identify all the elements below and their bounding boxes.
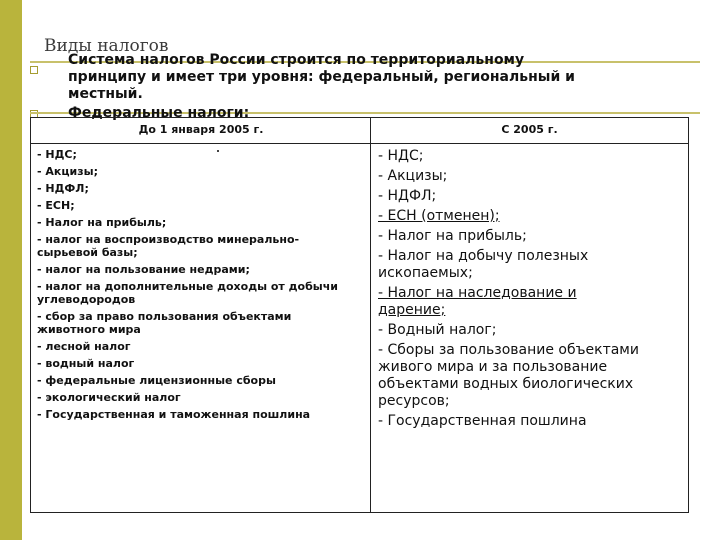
list-item: - Сборы за пользование объектами живого мира и за пользование объектами водных биологических ресурсов; <box>378 342 639 409</box>
list-item: - налог на пользование недрами; <box>37 263 250 276</box>
federal-taxes-heading: Федеральные налоги: <box>68 105 250 121</box>
list-item: - НДС; <box>37 148 77 161</box>
slide-title: Виды налогов <box>44 36 169 56</box>
list-item: - Государственная и таможенная пошлина <box>37 408 311 421</box>
column-header-from-2005: С 2005 г. <box>501 123 558 136</box>
list-item: - Водный налог; <box>378 322 497 338</box>
taxes-from-2005-list <box>378 148 683 433</box>
list-item: - сбор за право пользования объектами животного мира <box>37 310 292 336</box>
list-item: - Акцизы; <box>378 168 448 184</box>
list-item: - Налог на прибыль; <box>37 216 167 229</box>
side-stripe <box>0 0 22 540</box>
list-item: - Налог на прибыль; <box>378 228 527 244</box>
list-item: - налог на воспроизводство минерально- сырьевой базы; <box>37 233 300 259</box>
list-item: - Налог на добычу полезных ископаемых; <box>378 248 589 281</box>
list-item: - Налог на наследование и дарение; <box>378 285 577 318</box>
list-item: - лесной налог <box>37 340 131 353</box>
list-item: - ЕСН (отменен); <box>378 208 500 224</box>
list-item: - экологический налог <box>37 391 181 404</box>
taxes-before-2005-list <box>37 148 363 425</box>
list-item: - Акцизы; <box>37 165 98 178</box>
list-item: - водный налог <box>37 357 135 370</box>
list-item: - НДФЛ; <box>378 188 437 204</box>
square-bullet-icon <box>30 66 38 74</box>
column-divider <box>370 118 371 512</box>
list-item: - НДС; <box>378 148 424 164</box>
intro-text: Система налогов России строится по территориальному принципу и имеет три уровня: федеральный, региональный и местный. <box>68 52 575 102</box>
list-item: - НДФЛ; <box>37 182 89 195</box>
list-item: - налог на дополнительные доходы от добычи углеводородов <box>37 280 338 306</box>
list-item: - Государственная пошлина <box>378 413 587 429</box>
list-item: - федеральные лицензионные сборы <box>37 374 276 387</box>
list-item: - ЕСН; <box>37 199 75 212</box>
column-header-before-2005: До 1 января 2005 г. <box>138 123 264 136</box>
header-row-divider <box>31 143 688 144</box>
comparison-table <box>30 117 689 513</box>
